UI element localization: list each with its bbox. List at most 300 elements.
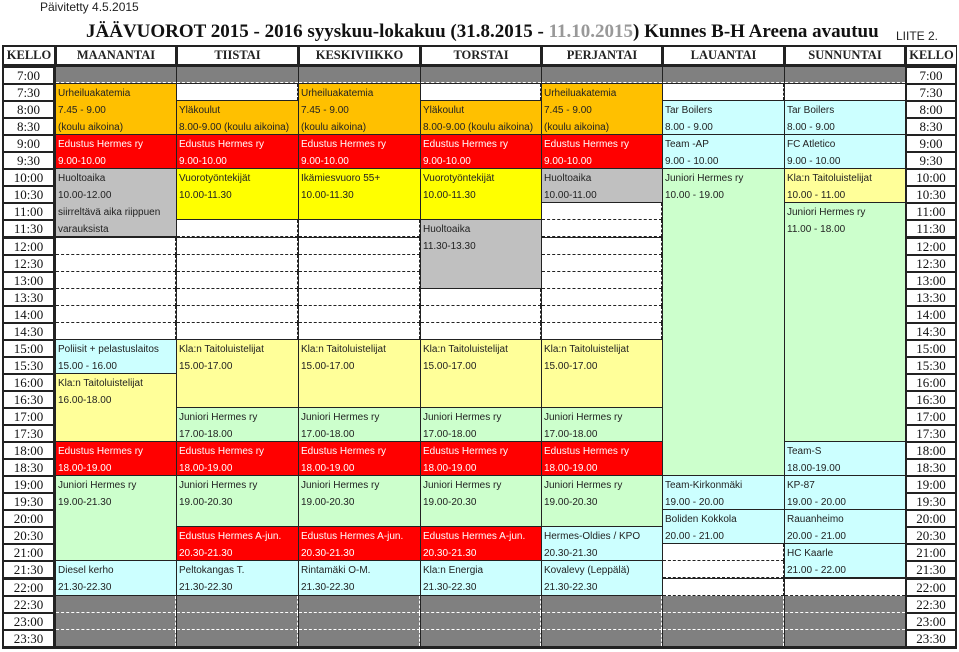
- booking-text: Kla:n Taitoluistelijat: [301, 343, 386, 355]
- time-label: 14:00: [4, 307, 53, 322]
- free-slot: [177, 306, 298, 323]
- free-slot: [542, 238, 662, 255]
- free-slot: [177, 220, 298, 237]
- closed-slot: [542, 613, 662, 630]
- booking-block: [177, 476, 298, 526]
- updated-date: Päivitetty 4.5.2015: [40, 0, 139, 14]
- booking-text: Edustus Hermes ry: [301, 446, 387, 458]
- closed-slot: [177, 596, 298, 613]
- time-label: 15:00: [907, 341, 955, 356]
- booking-block: [542, 340, 662, 407]
- time-label: 11:30: [907, 221, 955, 236]
- booking-text: 15.00-17.00: [423, 360, 477, 372]
- booking-text: Team -AP: [665, 139, 709, 151]
- booking-text: Peltokangas T.: [179, 565, 245, 577]
- booking-text: Urheiluakatemia: [58, 88, 131, 100]
- booking-text: 21.30-22.30: [544, 582, 598, 594]
- time-label: 12:30: [907, 256, 955, 271]
- free-slot: [56, 323, 176, 339]
- free-slot: [421, 84, 541, 100]
- time-label: 15:00: [4, 341, 53, 356]
- booking-text: 18.00-19.00: [58, 463, 112, 475]
- booking-text: 19.00 - 20.00: [665, 497, 724, 509]
- free-slot: [177, 238, 298, 255]
- closed-slot: [421, 613, 541, 630]
- booking-text: Juniori Hermes ry: [544, 412, 623, 423]
- time-label: 23:00: [907, 614, 955, 629]
- booking-block: [663, 476, 784, 509]
- booking-text: 9.00-10.00: [179, 156, 227, 168]
- booking-block: [56, 169, 176, 236]
- booking-text: 15.00-17.00: [179, 360, 233, 372]
- time-label: 13:30: [907, 290, 955, 305]
- free-slot: [56, 289, 176, 306]
- booking-text: Kla:n Taitoluistelijat: [787, 173, 872, 185]
- booking-text: Kovalevy (Leppälä): [544, 565, 630, 577]
- booking-text: Hermes-Oldies / KPO: [544, 531, 641, 543]
- free-slot: [177, 255, 298, 272]
- time-label: 9:30: [4, 153, 53, 168]
- booking-text: 18.00-19.00: [179, 463, 233, 475]
- booking-block: [785, 476, 905, 509]
- time-label: 16:30: [907, 392, 955, 407]
- free-slot: [542, 272, 662, 289]
- booking-text: 8.00 - 9.00: [787, 122, 835, 134]
- booking-text: Edustus Hermes ry: [544, 139, 630, 151]
- booking-text: Edustus Hermes ry: [179, 139, 265, 151]
- booking-text: Juniori Hermes ry: [179, 412, 258, 423]
- time-label: 10:00: [4, 170, 53, 185]
- booking-text: Poliisit + pelastuslaitos: [58, 343, 159, 355]
- booking-block: [299, 340, 420, 407]
- booking-block: [542, 169, 662, 202]
- closed-slot: [663, 630, 784, 646]
- booking-text: Ikämiesvuoro 55+: [301, 173, 381, 185]
- booking-text: 20.00 - 21.00: [787, 531, 846, 543]
- booking-text: 9.00 - 10.00: [665, 156, 719, 168]
- column-header: MAANANTAI: [57, 47, 175, 64]
- booking-text: Tar Boilers: [787, 105, 835, 117]
- booking-text: 19.00-21.30: [58, 497, 112, 509]
- booking-text: 18.00-19.00: [544, 463, 598, 475]
- booking-text: 20.30-21.30: [423, 548, 477, 560]
- booking-text: Team-Kirkonmäki: [665, 480, 743, 492]
- time-label: 8:00: [4, 102, 53, 117]
- booking-text: 20.30-21.30: [301, 548, 355, 560]
- time-label: 14:00: [907, 307, 955, 322]
- time-label: 19:30: [907, 494, 955, 509]
- booking-text: Juniori Hermes ry: [423, 412, 502, 423]
- time-label: 18:00: [4, 443, 53, 458]
- booking-text: Tar Boilers: [665, 105, 713, 117]
- closed-slot: [663, 613, 784, 630]
- booking-text: FC Atletico: [787, 139, 836, 151]
- booking-text: Edustus Hermes ry: [423, 139, 509, 151]
- free-slot: [56, 272, 176, 289]
- closed-slot: [542, 67, 662, 83]
- time-label: 22:30: [4, 597, 53, 612]
- booking-block: [421, 476, 541, 526]
- booking-text: 18.00-19.00: [301, 463, 355, 475]
- time-label: 17:00: [907, 409, 955, 424]
- booking-block: [542, 442, 662, 475]
- booking-block: [542, 561, 662, 594]
- column-header: KELLO: [907, 47, 956, 64]
- booking-text: 18.00-19.00: [423, 463, 477, 475]
- booking-block: [542, 135, 662, 168]
- booking-text: 20.30-21.30: [544, 548, 598, 560]
- booking-text: 19.00-20.30: [423, 497, 477, 509]
- free-slot: [663, 561, 784, 578]
- time-label: 20:00: [907, 511, 955, 526]
- free-slot: [542, 255, 662, 272]
- booking-text: 8.00-9.00 (koulu aikoina): [179, 122, 290, 134]
- time-label: 19:00: [4, 477, 53, 492]
- time-label: 10:00: [907, 170, 955, 185]
- closed-slot: [56, 613, 176, 630]
- booking-block: [56, 340, 176, 373]
- booking-text: 17.00-18.00: [179, 429, 233, 440]
- booking-block: [56, 561, 176, 594]
- booking-text: 9.00 - 10.00: [787, 156, 841, 168]
- time-label: 20:00: [4, 511, 53, 526]
- closed-slot: [56, 596, 176, 613]
- booking-text: 9.00-10.00: [58, 156, 106, 168]
- booking-text: 15.00-17.00: [544, 360, 598, 372]
- free-slot: [542, 203, 662, 220]
- booking-block: [785, 544, 905, 577]
- booking-text: Yläkoulut: [179, 105, 221, 117]
- booking-text: siirreltävä aika riippuen: [58, 207, 161, 219]
- free-slot: [299, 220, 420, 237]
- time-label: 21:00: [907, 545, 955, 560]
- booking-text: 10.00-11.00: [544, 190, 597, 202]
- booking-text: 19.00-20.30: [544, 497, 598, 509]
- booking-text: HC Kaarle: [787, 548, 834, 560]
- free-slot: [56, 306, 176, 323]
- booking-block: [299, 527, 420, 560]
- booking-text: 10.00 - 19.00: [665, 190, 724, 202]
- booking-text: Huoltoaika: [423, 224, 471, 236]
- booking-text: Edustus Hermes A-jun.: [301, 531, 404, 543]
- booking-text: Vuorotyöntekijät: [179, 173, 251, 185]
- booking-block: [663, 135, 784, 168]
- free-slot: [785, 579, 905, 596]
- free-slot: [56, 238, 176, 255]
- booking-block: [785, 101, 905, 134]
- closed-slot: [785, 613, 905, 630]
- free-slot: [663, 84, 784, 100]
- booking-block: [177, 442, 298, 475]
- booking-block: [542, 476, 662, 526]
- booking-text: Edustus Hermes A-jun.: [179, 531, 282, 543]
- time-label: 16:00: [4, 375, 53, 390]
- column-header: KESKIVIIKKO: [300, 47, 419, 64]
- booking-text: 19.00 - 20.00: [787, 497, 846, 509]
- closed-slot: [785, 596, 905, 613]
- booking-text: Kla:n Taitoluistelijat: [544, 343, 629, 355]
- booking-text: 10.00 - 11.00: [787, 190, 846, 202]
- booking-block: [421, 442, 541, 475]
- booking-block: [299, 408, 420, 441]
- time-label: 11:00: [4, 204, 53, 219]
- booking-text: 9.00-10.00: [301, 156, 349, 168]
- column-header: PERJANTAI: [543, 47, 661, 64]
- closed-slot: [785, 67, 905, 83]
- booking-text: 8.00-9.00 (koulu aikoina): [423, 122, 534, 134]
- booking-text: 15.00-17.00: [301, 360, 355, 372]
- free-slot: [542, 220, 662, 237]
- booking-text: Edustus Hermes ry: [58, 139, 144, 151]
- column-header: SUNNUNTAI: [786, 47, 904, 64]
- booking-block: [785, 169, 905, 202]
- booking-text: 10.00-11.30: [179, 190, 232, 202]
- free-slot: [542, 323, 662, 339]
- time-label: 9:00: [907, 136, 955, 151]
- booking-text: Juniori Hermes ry: [301, 480, 380, 492]
- booking-text: 9.00-10.00: [544, 156, 592, 168]
- free-slot: [421, 289, 541, 306]
- booking-text: 10.00-11.30: [423, 190, 476, 202]
- booking-block: [177, 408, 298, 441]
- time-label: 10:30: [4, 187, 53, 202]
- booking-text: Boliden Kokkola: [665, 514, 737, 526]
- booking-block: [177, 340, 298, 407]
- time-label: 14:30: [907, 324, 955, 339]
- free-slot: [421, 323, 541, 339]
- closed-slot: [299, 67, 420, 83]
- booking-text: 21.30-22.30: [58, 582, 112, 594]
- time-label: 12:00: [907, 239, 955, 254]
- booking-block: [177, 527, 298, 560]
- booking-text: Edustus Hermes ry: [544, 446, 630, 458]
- booking-text: 17.00-18.00: [301, 429, 355, 440]
- booking-text: Edustus Hermes ry: [423, 446, 509, 458]
- free-slot: [542, 289, 662, 306]
- closed-slot: [56, 630, 176, 646]
- closed-slot: [299, 596, 420, 613]
- booking-text: 9.00-10.00: [423, 156, 471, 168]
- page-title: [86, 21, 879, 43]
- closed-slot: [177, 630, 298, 646]
- closed-slot: [177, 67, 298, 83]
- time-label: 22:00: [907, 580, 955, 595]
- booking-block: [421, 527, 541, 560]
- free-slot: [299, 289, 420, 306]
- free-slot: [177, 289, 298, 306]
- booking-block: [421, 135, 541, 168]
- booking-block: [421, 101, 541, 134]
- closed-slot: [663, 67, 784, 83]
- booking-text: 7.45 - 9.00: [58, 105, 106, 117]
- booking-block: [421, 408, 541, 441]
- booking-text: Juniori Hermes ry: [179, 480, 258, 492]
- booking-text: Kla:n Taitoluistelijat: [58, 377, 143, 389]
- booking-text: 8.00 - 9.00: [665, 122, 713, 134]
- booking-block: [785, 203, 905, 441]
- time-label: 18:30: [907, 460, 955, 475]
- time-label: 23:30: [4, 631, 53, 646]
- booking-text: KP-87: [787, 480, 815, 492]
- booking-text: Edustus Hermes ry: [301, 139, 387, 151]
- time-label: 13:00: [907, 273, 955, 288]
- column-header: KELLO: [4, 47, 54, 64]
- column-header: TORSTAI: [422, 47, 540, 64]
- time-label: 13:30: [4, 290, 53, 305]
- time-label: 23:30: [907, 631, 955, 646]
- time-label: 12:00: [4, 239, 53, 254]
- booking-block: [56, 84, 176, 134]
- booking-text: Edustus Hermes A-jun.: [423, 531, 526, 543]
- booking-text: 18.00-19.00: [787, 463, 841, 475]
- title-end-date: 11.10.2015: [548, 21, 634, 42]
- time-label: 7:30: [4, 85, 53, 100]
- column-header: LAUANTAI: [664, 47, 783, 64]
- free-slot: [542, 306, 662, 323]
- time-label: 8:30: [907, 119, 955, 134]
- booking-text: Urheiluakatemia: [301, 88, 374, 100]
- closed-slot: [177, 613, 298, 630]
- booking-block: [56, 442, 176, 475]
- booking-block: [177, 561, 298, 594]
- time-label: 8:00: [907, 102, 955, 117]
- free-slot: [663, 579, 784, 596]
- booking-text: 19.00-20.30: [179, 497, 233, 509]
- free-slot: [177, 323, 298, 339]
- time-label: 17:30: [907, 426, 955, 441]
- booking-block: [785, 442, 905, 475]
- booking-block: [785, 135, 905, 168]
- time-label: 19:00: [907, 477, 955, 492]
- booking-block: [421, 561, 541, 594]
- booking-block: [542, 527, 662, 560]
- time-label: 20:30: [907, 528, 955, 543]
- booking-text: 20.30-21.30: [179, 548, 233, 560]
- time-label: 18:00: [907, 443, 955, 458]
- booking-text: Kla:n Taitoluistelijat: [179, 343, 264, 355]
- time-label: 22:00: [4, 580, 53, 595]
- booking-block: [56, 476, 176, 560]
- booking-block: [299, 169, 420, 219]
- free-slot: [177, 84, 298, 100]
- booking-text: 7.45 - 9.00: [544, 105, 592, 117]
- booking-block: [177, 101, 298, 134]
- booking-text: 21.30-22.30: [179, 582, 233, 594]
- closed-slot: [785, 630, 905, 646]
- booking-text: Juniori Hermes ry: [787, 207, 866, 219]
- time-label: 19:30: [4, 494, 53, 509]
- closed-slot: [299, 613, 420, 630]
- booking-block: [421, 220, 541, 287]
- booking-text: Urheiluakatemia: [544, 88, 617, 100]
- free-slot: [785, 84, 905, 100]
- booking-block: [663, 169, 784, 475]
- booking-block: [299, 476, 420, 526]
- time-label: 16:00: [907, 375, 955, 390]
- booking-text: 19.00-20.30: [301, 497, 355, 509]
- free-slot: [56, 255, 176, 272]
- booking-text: (koulu aikoina): [301, 122, 367, 134]
- time-label: 20:30: [4, 528, 53, 543]
- time-label: 17:00: [4, 409, 53, 424]
- booking-block: [663, 101, 784, 134]
- free-slot: [299, 255, 420, 272]
- time-label: 16:30: [4, 392, 53, 407]
- time-label: 21:30: [907, 562, 955, 577]
- booking-block: [663, 510, 784, 543]
- free-slot: [299, 323, 420, 339]
- booking-text: 17.00-18.00: [423, 429, 477, 440]
- closed-slot: [663, 596, 784, 613]
- booking-block: [299, 442, 420, 475]
- time-label: 23:00: [4, 614, 53, 629]
- time-label: 21:00: [4, 545, 53, 560]
- time-label: 9:00: [4, 136, 53, 151]
- closed-slot: [299, 630, 420, 646]
- booking-text: Edustus Hermes ry: [179, 446, 265, 458]
- booking-text: 20.00 - 21.00: [665, 531, 724, 543]
- booking-text: 17.00-18.00: [544, 429, 598, 440]
- booking-block: [177, 169, 298, 219]
- booking-block: [299, 561, 420, 594]
- booking-text: (koulu aikoina): [58, 122, 124, 134]
- booking-text: Juniori Hermes ry: [665, 173, 744, 185]
- booking-text: Juniori Hermes ry: [58, 480, 137, 492]
- booking-text: (koulu aikoina): [544, 122, 610, 134]
- time-label: 8:30: [4, 119, 53, 134]
- booking-block: [421, 169, 541, 219]
- closed-slot: [56, 67, 176, 83]
- closed-slot: [421, 67, 541, 83]
- booking-text: 15.00 - 16.00: [58, 360, 117, 372]
- booking-text: Juniori Hermes ry: [423, 480, 502, 492]
- booking-text: 11.30-13.30: [423, 241, 476, 253]
- time-label: 12:30: [4, 256, 53, 271]
- booking-block: [56, 135, 176, 168]
- booking-text: Rauanheimo: [787, 514, 844, 526]
- time-label: 13:00: [4, 273, 53, 288]
- time-label: 7:30: [907, 85, 955, 100]
- booking-text: 11.00 - 18.00: [787, 224, 846, 236]
- free-slot: [421, 306, 541, 323]
- booking-text: 21.30-22.30: [301, 582, 355, 594]
- booking-text: 10.00-12.00: [58, 190, 112, 202]
- booking-text: varauksista: [58, 224, 109, 236]
- closed-slot: [421, 630, 541, 646]
- booking-text: Huoltoaika: [544, 173, 592, 185]
- time-label: 11:30: [4, 221, 53, 236]
- time-label: 21:30: [4, 562, 53, 577]
- booking-text: Edustus Hermes ry: [58, 446, 144, 458]
- booking-text: Kla:n Energia: [423, 565, 484, 577]
- free-slot: [177, 272, 298, 289]
- time-label: 10:30: [907, 187, 955, 202]
- booking-text: Team-S: [787, 446, 822, 458]
- booking-block: [56, 374, 176, 441]
- booking-text: Juniori Hermes ry: [301, 412, 380, 423]
- booking-text: Huoltoaika: [58, 173, 106, 185]
- column-header: TIISTAI: [178, 47, 297, 64]
- booking-block: [299, 84, 420, 134]
- booking-text: 21.00 - 22.00: [787, 565, 846, 577]
- booking-text: Rintamäki O-M.: [301, 565, 371, 577]
- booking-block: [785, 510, 905, 543]
- free-slot: [299, 272, 420, 289]
- booking-block: [177, 135, 298, 168]
- booking-text: Kla:n Taitoluistelijat: [423, 343, 508, 355]
- booking-text: 21.30-22.30: [423, 582, 477, 594]
- booking-text: 7.45 - 9.00: [301, 105, 349, 117]
